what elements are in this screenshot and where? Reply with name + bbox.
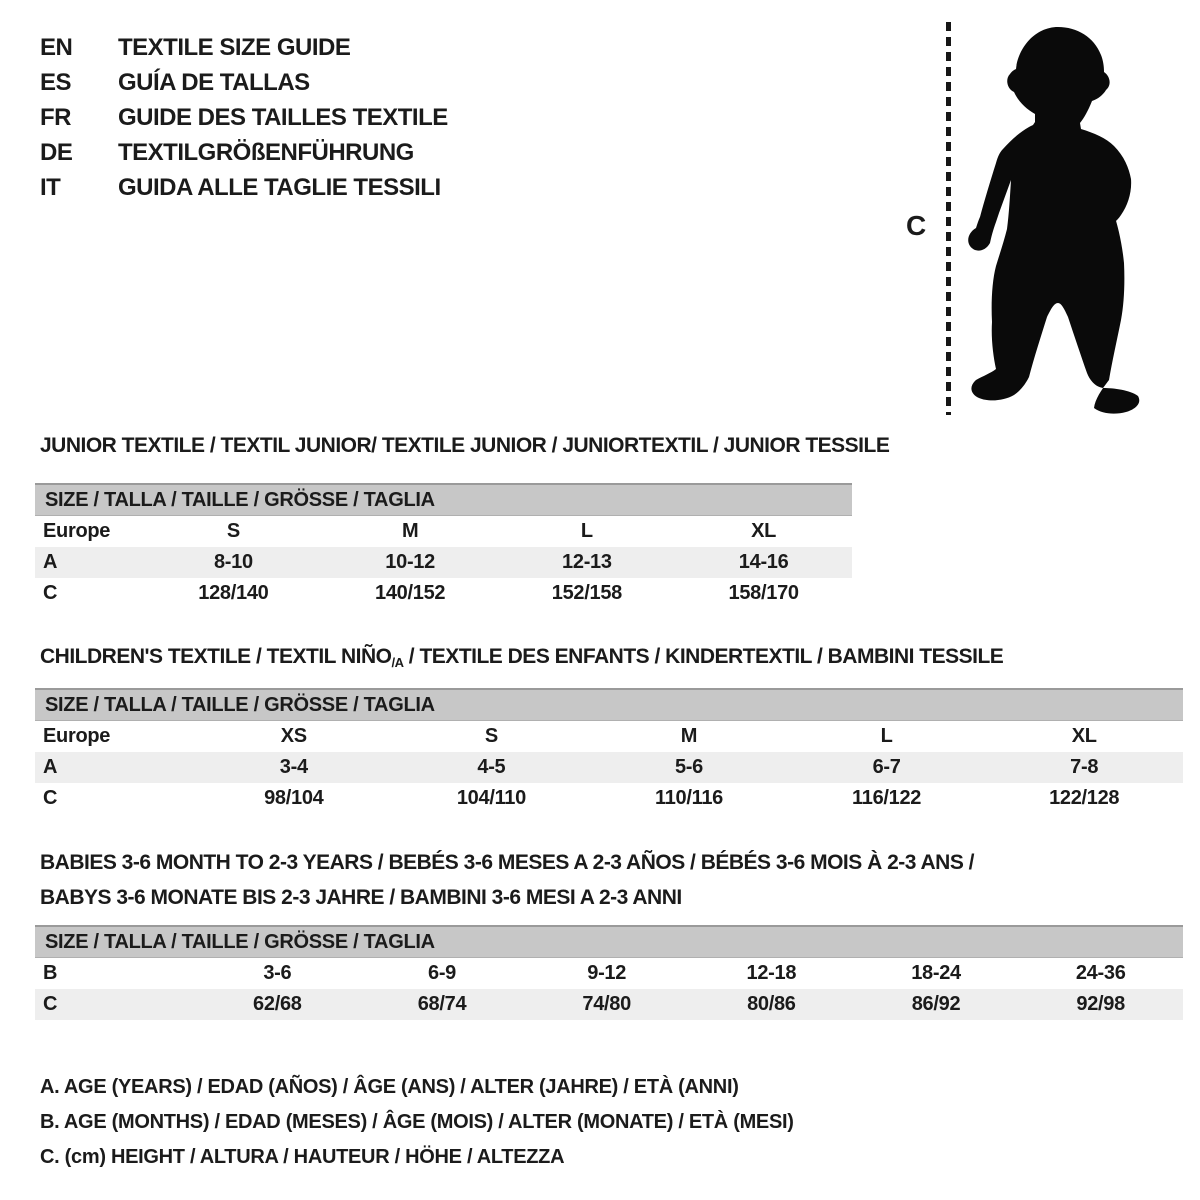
junior-section-title: JUNIOR TEXTILE / TEXTIL JUNIOR/ TEXTILE JUNIOR / JUNIORTEXTIL / JUNIOR TESSILE [40,434,890,457]
table-row-age-years [35,752,1183,783]
table-row-age-months [35,958,1183,989]
language-row-de [40,135,448,170]
table-row-europe [35,516,852,547]
height-cell: 92/98 [1076,993,1125,1015]
language-title: GUIDA ALLE TAGLIE TESSILI [118,174,441,201]
height-cell: 80/86 [747,993,796,1015]
row-label: A [43,551,58,573]
height-measure-dashed-line [946,22,951,415]
language-title: GUIDE DES TAILLES TEXTILE [118,104,448,131]
children-title-sub: /A [391,655,404,670]
height-cell: 86/92 [911,993,961,1015]
babies-section-title-line1: BABIES 3-6 MONTH TO 2-3 YEARS / BEBÉS 3-6 MESES A 2-3 AÑOS / BÉBÉS 3-6 MOIS À 2-3 ANS / [40,851,975,874]
table-row-europe [35,721,1183,752]
language-title-list [40,30,448,205]
size-cell: S [484,725,498,747]
language-title: GUÍA DE TALLAS [118,69,310,96]
height-cell: 68/74 [417,993,467,1015]
height-cell: 158/170 [728,582,799,604]
table-row-height [35,783,1183,814]
height-cell: 152/158 [551,582,622,604]
size-header-row: SIZE / TALLA / TAILLE / GRÖSSE / TAGLIA [35,483,852,516]
height-cell: 140/152 [375,582,446,604]
height-cell: 62/68 [253,993,302,1015]
children-section-title [40,645,1003,669]
age-cell: 8-10 [213,551,253,573]
age-cell: 7-8 [1070,756,1099,778]
children-size-table [35,688,1183,814]
row-label: A [43,756,58,778]
table-row-height [35,578,852,609]
language-row-fr [40,100,448,135]
height-cell: 122/128 [1049,787,1120,809]
height-cell: 104/110 [456,787,526,809]
height-cell: 116/122 [852,787,922,809]
language-code: FR [40,104,71,131]
size-header-row: SIZE / TALLA / TAILLE / GRÖSSE / TAGLIA [35,688,1183,721]
age-cell: 9-12 [587,962,627,984]
row-label: B [43,962,58,984]
size-cell: L [580,520,593,542]
row-label: Europe [43,725,111,747]
age-cell: 12-18 [746,962,797,984]
language-row-es [40,65,448,100]
row-label: C [43,582,58,604]
age-cell: 3-6 [263,962,292,984]
size-cell: L [880,725,893,747]
legend-height-cm: C. (cm) HEIGHT / ALTURA / HAUTEUR / HÖHE / ALTEZZA [40,1146,565,1168]
table-row-height [35,989,1183,1020]
toddler-silhouette-icon [963,22,1143,417]
legend-age-months: B. AGE (MONTHS) / EDAD (MESES) / ÂGE (MOIS) / ALTER (MONATE) / ETÀ (MESI) [40,1111,794,1133]
age-cell: 12-13 [562,551,612,573]
babies-size-table [35,925,1183,1020]
babies-section-title-line2: BABYS 3-6 MONATE BIS 2-3 JAHRE / BAMBINI 3-6 MESI A 2-3 ANNI [40,886,682,909]
size-cell: XL [751,520,777,542]
children-title-pre: CHILDREN'S TEXTILE / TEXTIL NIÑO [40,645,392,668]
junior-size-table [35,483,852,609]
size-cell: XL [1071,725,1097,747]
row-label: C [43,993,58,1015]
age-cell: 6-7 [872,756,901,778]
size-cell: XS [280,725,307,747]
language-code: EN [40,34,73,61]
size-cell: S [226,520,240,542]
age-cell: 18-24 [911,962,961,984]
size-header-row: SIZE / TALLA / TAILLE / GRÖSSE / TAGLIA [35,925,1183,958]
language-row-it [40,170,448,205]
row-label: Europe [43,520,111,542]
language-row-en [40,30,448,65]
language-code: ES [40,69,72,96]
language-code: IT [40,174,61,201]
table-row-age-years [35,547,852,578]
height-cell: 74/80 [582,993,631,1015]
children-title-post: / TEXTILE DES ENFANTS / KINDERTEXTIL / BAMBINI TESSILE [403,645,1004,668]
height-cell: 128/140 [198,582,269,604]
height-cell: 98/104 [264,787,324,809]
age-cell: 3-4 [279,756,308,778]
legend-age-years: A. AGE (YEARS) / EDAD (AÑOS) / ÂGE (ANS) / ALTER (JAHRE) / ETÀ (ANNI) [40,1076,739,1098]
size-cell: M [401,520,419,542]
height-cell: 110/116 [654,787,723,809]
row-label: C [43,787,58,809]
age-cell: 5-6 [674,756,703,778]
measure-legend [40,1070,794,1175]
age-cell: 10-12 [385,551,435,573]
age-cell: 14-16 [738,551,789,573]
language-code: DE [40,139,73,166]
age-cell: 6-9 [428,962,457,984]
language-title: TEXTILGRÖßENFÜHRUNG [118,139,414,166]
size-cell: M [680,725,698,747]
height-measure-label: C [906,210,927,241]
language-title: TEXTILE SIZE GUIDE [118,34,351,61]
age-cell: 4-5 [477,756,506,778]
age-cell: 24-36 [1075,962,1126,984]
